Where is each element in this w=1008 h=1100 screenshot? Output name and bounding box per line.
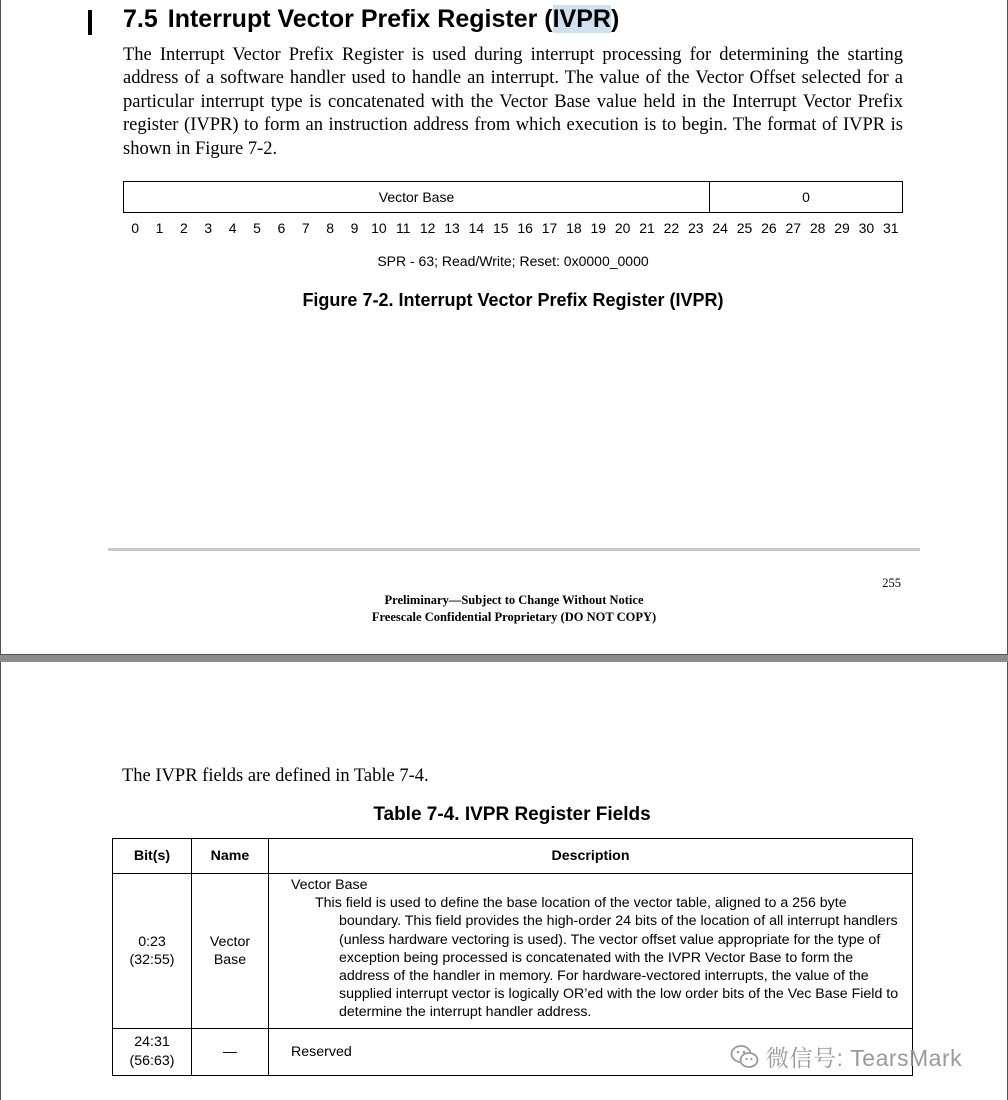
footer-rule: [108, 548, 920, 551]
bit-number: 8: [326, 220, 335, 236]
bit-number: 13: [444, 220, 460, 236]
bit-number: 31: [883, 220, 899, 236]
table-caption: Table 7-4. IVPR Register Fields: [373, 804, 651, 825]
bit-number: 26: [761, 220, 777, 236]
watermark-text: 微信号: TearsMark: [766, 1045, 963, 1071]
bit-number: 10: [371, 220, 387, 236]
register-field-reserved: 0: [802, 189, 810, 205]
bit-number: 19: [590, 220, 607, 236]
cell-description: [269, 874, 913, 1029]
cell-name: —: [192, 1028, 269, 1075]
heading-title-suffix: ): [610, 5, 620, 33]
bit-number: 18: [566, 220, 582, 236]
table-intro: The IVPR fields are defined in Table 7-4.: [122, 766, 429, 786]
bit-number: 3: [204, 220, 213, 236]
bit-number: 23: [688, 220, 704, 236]
header-name: Name: [192, 839, 269, 874]
bit-number: 29: [834, 220, 850, 236]
table-row: [113, 874, 913, 1029]
register-diagram: [123, 181, 903, 213]
cell-description: Reserved: [269, 1028, 913, 1075]
name-line1: Vector: [209, 933, 251, 950]
bit-number: 11: [396, 220, 411, 236]
bit-number: 7: [301, 220, 310, 236]
section-heading: [123, 4, 619, 34]
bits-range: 0:23: [138, 933, 166, 950]
bit-number-row: [123, 219, 903, 237]
bit-number: 30: [858, 220, 875, 236]
description-first-line: This field is used to define the base location of the vector table, aligned to a 256 byte: [315, 895, 847, 912]
bit-number: 0: [131, 220, 140, 236]
section-number: 7.5: [123, 5, 158, 33]
footer-confidential: Freescale Confidential Proprietary (DO NOT COPY): [371, 610, 657, 624]
cell-bits: [113, 874, 192, 1029]
bit-number: 2: [180, 220, 188, 236]
bit-number: 21: [639, 220, 655, 236]
cell-name: [192, 874, 269, 1029]
bit-number: 12: [419, 220, 436, 236]
bit-number: 15: [493, 220, 509, 236]
heading-title-highlight: IVPR: [552, 5, 611, 33]
page-separator: [0, 655, 1008, 662]
bit-number: 16: [517, 220, 533, 236]
intro-paragraph: The Interrupt Vector Prefix Register is used during interrupt processing for determining the starting address of a software handler used to handle an interrupt. The value of the Vector Offset selected for a particular interrupt type is concatenated with the Vector Base value held in the Interrupt Vector Prefix register (IVPR) to form an instruction address from which execution is to begin. The format of IVPR is shown in Figure 7-2.: [123, 45, 903, 159]
header-description: Description: [269, 839, 913, 874]
description-body: boundary. This field provides the high-order 24 bits of the location of all interrupt handlers (unless hardware vectoring is used). The vector offset value appropriate for the type of exception being processed is concatenated with the IVPR Vector Base to form the address of the handler in memory. For hardware-vectored interrupts, the value of the supplied interrupt vector is logically OR’ed with the low order bits of the Vec Base Field to determine the interrupt handler address.: [339, 913, 899, 1021]
bit-number: 4: [228, 220, 237, 236]
spr-info: SPR - 63; Read/Write; Reset: 0x0000_0000: [377, 253, 649, 269]
description-title: Vector Base: [291, 877, 368, 893]
wechat-icon: [730, 1044, 760, 1070]
bit-number: 1: [155, 220, 164, 236]
bit-number: 22: [663, 220, 680, 236]
header-bits: Bit(s): [113, 839, 192, 874]
heading-title-prefix: Interrupt Vector Prefix Register (: [167, 5, 553, 33]
bits-range-64: (32:55): [129, 951, 175, 968]
bit-number: 28: [809, 220, 826, 236]
bits-range: 24:31: [134, 1034, 170, 1051]
bit-number: 6: [277, 220, 286, 236]
bit-number: 25: [736, 220, 753, 236]
bit-number: 20: [614, 220, 631, 236]
page-number: 255: [882, 576, 901, 590]
bits-range-64: (56:63): [129, 1052, 175, 1069]
watermark: [730, 1040, 962, 1073]
bit-number: 27: [785, 220, 802, 236]
cell-bits: [113, 1028, 192, 1075]
table-header-row: [113, 839, 913, 874]
footer-notice: Preliminary—Subject to Change Without Notice: [384, 593, 644, 607]
name-line2: Base: [213, 951, 247, 968]
bit-number: 9: [350, 220, 359, 236]
change-bar: [88, 10, 92, 35]
figure-caption: Figure 7-2. Interrupt Vector Prefix Register (IVPR): [302, 290, 724, 310]
register-field-vector-base: Vector Base: [124, 182, 710, 212]
bit-number: 17: [541, 220, 558, 236]
bit-number: 5: [253, 220, 261, 236]
bit-number: 14: [468, 220, 485, 236]
bit-number: 24: [712, 220, 728, 236]
